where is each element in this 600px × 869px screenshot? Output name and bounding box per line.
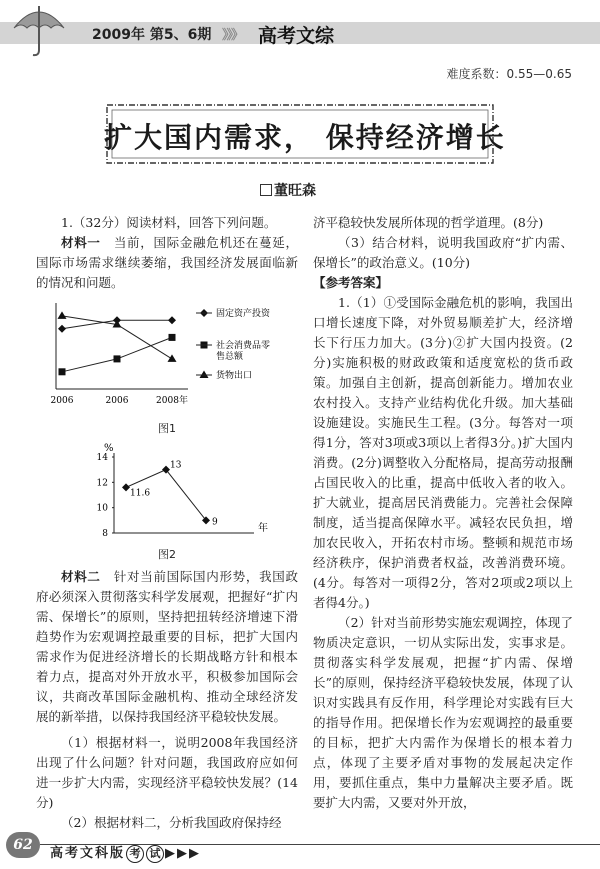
footer-arrows: ▶▶▶ (165, 846, 202, 861)
material-1 (36, 233, 298, 293)
y-tick-label: 8 (102, 529, 108, 539)
answer-heading: 【参考答案】 (313, 275, 389, 290)
x-tick-label: 2008年 (156, 396, 188, 406)
data-point-0 (122, 483, 130, 491)
question-1: 1.（32分）阅读材料，回答下列问题。 (61, 215, 277, 230)
author-box-icon (260, 184, 272, 196)
material-2-label: 材料二 (61, 569, 101, 584)
sub-question-2-cont: 济平稳较快发展所体现的哲学道理。(8分) (313, 215, 544, 230)
legend-marker-2 (200, 371, 209, 379)
y-tick-label: 10 (96, 503, 108, 514)
data-point-1-1 (114, 355, 121, 362)
material-2-text: 针对当前国际国内形势，我国政府必须深入贯彻落实科学发展观，把握好“扩内需、保增长”的原则，坚持把扭转经济增速下滑趋势作为宏观调控最重要的目标，把扩大国内需求作为促进经济增长的长期战略方针和根本着力点，提高对外开放水平，积极参加国际会议，共商改革国际金融机构、推动全球经济发展的新举措，以保持我国经济平稳较快发展。 (36, 569, 298, 724)
difficulty-coefficient: 难度系数：0.55—0.65 (446, 67, 572, 81)
data-label-0: 11.6 (130, 488, 151, 499)
material-1-text: 当前，国际金融危机还在蔓延，国际市场需求继续萎缩，我国经济发展面临新的情况和问题。 (36, 235, 298, 290)
sub-question-1: （1）根据材料一，说明2008年我国经济出现了什么问题？针对问题，我国政府应如何进一步扩大内需，实现经济平稳较快发展？(14分) (36, 735, 298, 810)
legend-label-0: 固定资产投资 (216, 309, 271, 319)
page-header (0, 0, 600, 62)
series-line-1 (62, 337, 172, 371)
figure-1 (36, 295, 298, 415)
material-1-label: 材料一 (61, 235, 101, 250)
legend-label-1-b: 售总额 (216, 352, 244, 362)
material-2 (36, 567, 298, 727)
legend-label-2: 货物出口 (216, 371, 253, 381)
umbrella-icon (10, 2, 68, 58)
right-column (313, 213, 573, 813)
page-number: 62 (6, 832, 40, 858)
article-title: 扩大国内需求， 保持经济增长 (104, 121, 506, 154)
data-point-1-0 (59, 368, 66, 375)
sub-question-3: （3）结合材料，说明我国政府“扩内需、保增长”的政治意义。(10分) (313, 235, 573, 270)
data-point-0-0 (58, 325, 66, 333)
figure-1-chart (36, 295, 298, 415)
author-name: 董旺森 (274, 183, 316, 199)
figure-2-caption: 图2 (158, 548, 176, 561)
y-tick-label: 14 (96, 453, 108, 463)
figure-2 (36, 441, 298, 541)
author-line (260, 180, 316, 200)
header-arrows: 》》》 (222, 28, 243, 43)
data-label-2: 9 (212, 517, 218, 528)
issue-label: 2009年 第5、6期 (92, 27, 212, 43)
figure-2-chart (36, 441, 298, 541)
data-point-2-2 (168, 354, 177, 362)
y-tick-label: 12 (96, 478, 108, 489)
data-label-1: 13 (170, 460, 182, 471)
answer-2: （2）针对当前形势实施宏观调控，体现了物质决定意识，一切从实际出发，实事求是。贯彻落实科学发展观，把握“扩内需、保增长”的原则，保持经济平稳较快发展，体现了认识对实践具有反作用，科学理论对实践有巨大的指导作用。把保增长作为宏观调控的最重要的目标，把扩大内需作为保增长的根本着力点，体现了主要矛盾对事物的发展起决定作用，要抓住重点，集中力量解决主要矛盾。既要扩大内需，又要对外开放， (313, 615, 573, 810)
legend-label-1: 社会消费品零 (216, 341, 271, 351)
footer-circle-1: 考 (126, 845, 144, 863)
sub-question-2: （2）根据材料二，分析我国政府保持经 (61, 815, 282, 830)
left-column (36, 213, 298, 833)
data-point-2-0 (58, 311, 67, 319)
page-footer (0, 826, 600, 869)
figure-1-caption: 图1 (158, 422, 176, 435)
footer-title (50, 842, 201, 863)
x-tick-label: 2006 (105, 396, 129, 406)
footer-edition: 高考文科版 (50, 846, 126, 861)
answer-1: 1.（1）①受国际金融危机的影响，我国出口增长速度下降，对外贸易顺差扩大，经济增长下行压力加大。(3分)②扩大国内投资。(2分)实施积极的财政政策和适度宽松的货币政策。加强自主创新，提高创新能力。增加农业农村投入。支持产业结构优化升级。加大基础设施建设。实施民生工程。(3分。每答对一项得1分，答对3项或3项以上者得3分。)扩大国内消费。(2分)调整收入分配格局，提高劳动报酬占国民收入的比重，提高中低收入者的收入。扩大就业，提高居民消费能力。完善社会保障制度，适当提高保障水平。减轻农民负担，增加农民收入，开拓农村市场。整顿和规范市场经济秩序，保护消费者权益，改善消费环境。(4分。每答对一项得2分，答对2项或2项以上者得4分。) (313, 295, 573, 610)
x-tick-label: 2006 (50, 396, 74, 406)
x-axis-unit: 年 (258, 523, 268, 534)
data-point-1-2 (169, 334, 176, 341)
y-axis-unit: % (104, 443, 114, 454)
title-frame (104, 102, 506, 166)
magazine-name: 高考文综 (258, 25, 335, 47)
footer-circle-2: 试 (146, 845, 164, 863)
data-point-0-2 (168, 316, 176, 324)
